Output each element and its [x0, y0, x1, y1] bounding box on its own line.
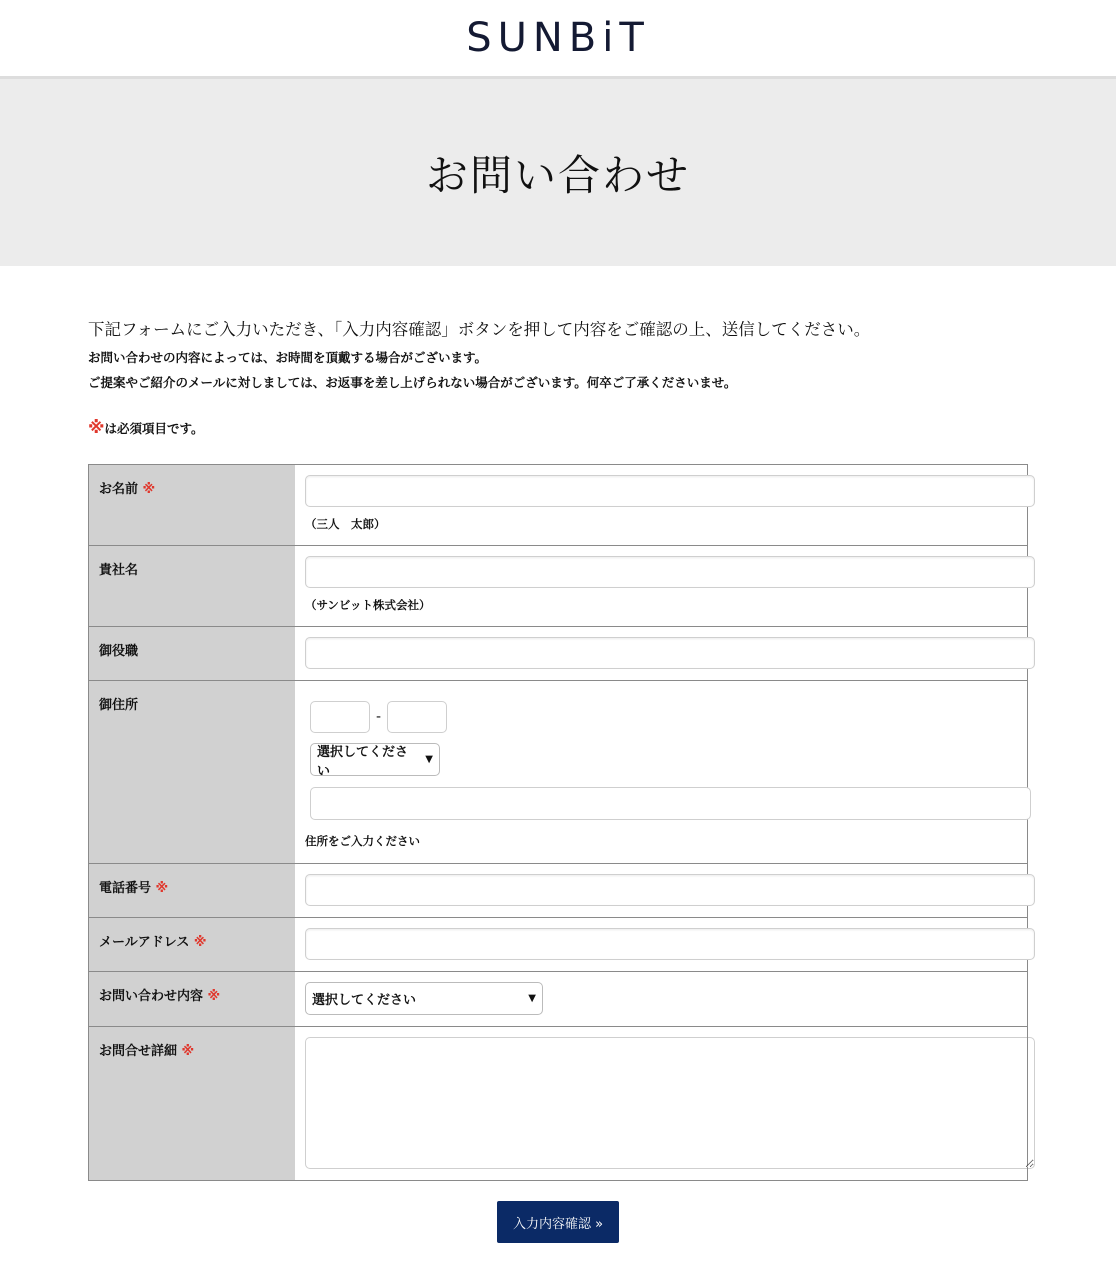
inquiry-type-field-cell	[295, 972, 1028, 1027]
required-mark: ※	[142, 482, 156, 497]
details-label: お問合せ詳細	[99, 1044, 178, 1059]
inquiry-type-label: お問い合わせ内容	[99, 989, 204, 1004]
form-row-company	[89, 546, 1028, 627]
chevron-down-icon: ▼	[528, 993, 536, 1004]
name-input[interactable]	[305, 475, 1035, 507]
prefecture-wrap	[310, 743, 1017, 779]
form-row-phone	[89, 864, 1028, 918]
phone-label-cell	[89, 864, 296, 918]
email-label: メールアドレス	[99, 935, 190, 950]
site-header	[0, 0, 1116, 79]
address-label-cell	[89, 681, 296, 864]
required-legend	[88, 418, 1028, 438]
contact-form-table	[88, 464, 1028, 1181]
required-mark: ※	[88, 418, 105, 438]
details-textarea[interactable]	[305, 1037, 1035, 1169]
company-label: 貴社名	[99, 563, 139, 578]
company-field-cell	[295, 546, 1028, 627]
required-legend-text: は必須項目です。	[104, 421, 204, 436]
inquiry-type-selected: 選択してください	[312, 993, 417, 1008]
phone-input[interactable]	[305, 874, 1035, 906]
email-field-cell	[295, 918, 1028, 972]
name-label-cell	[89, 465, 296, 546]
name-label: お名前	[99, 482, 139, 497]
form-row-email	[89, 918, 1028, 972]
zip-first-input[interactable]	[310, 701, 370, 733]
required-mark: ※	[155, 881, 169, 896]
prefecture-select[interactable]	[310, 743, 440, 779]
position-label: 御役職	[99, 644, 139, 659]
email-label-cell	[89, 918, 296, 972]
submit-wrap	[88, 1201, 1028, 1243]
intro-lead: 下記フォームにご入力いただき、「入力内容確認」ボタンを押して内容をご確認の上、送信してください。	[88, 320, 871, 339]
phone-label: 電話番号	[99, 881, 152, 896]
intro-note-2: ご提案やご紹介のメールに対しましては、お返事を差し上げられない場合がございます。何卒ご了承くださいませ。	[88, 375, 737, 390]
zip-separator: -	[376, 709, 382, 725]
company-hint: （サンビット株式会社）	[305, 598, 431, 612]
address-hint: 住所をご入力ください	[305, 834, 420, 848]
details-label-cell	[89, 1027, 296, 1181]
confirm-button[interactable]: 入力内容確認 »	[497, 1201, 619, 1243]
phone-field-cell	[295, 864, 1028, 918]
name-field-cell	[295, 465, 1028, 546]
form-row-name	[89, 465, 1028, 546]
required-mark: ※	[181, 1044, 195, 1059]
zip-row	[305, 701, 1017, 733]
form-row-details	[89, 1027, 1028, 1181]
intro-note-1: お問い合わせの内容によっては、お時間を頂戴する場合がございます。	[88, 350, 488, 365]
address-field-cell	[295, 681, 1028, 864]
required-mark: ※	[207, 989, 221, 1004]
prefecture-selected: 選択してください	[317, 744, 409, 779]
page-hero	[0, 79, 1116, 266]
form-row-address	[89, 681, 1028, 864]
position-input[interactable]	[305, 637, 1035, 669]
main-content	[88, 266, 1028, 1243]
page-title: お問い合わせ	[425, 150, 690, 200]
name-hint: （三人 太郎）	[305, 517, 386, 531]
company-label-cell	[89, 546, 296, 627]
details-field-cell	[295, 1027, 1028, 1181]
position-field-cell	[295, 627, 1028, 681]
inquiry-type-select[interactable]	[305, 982, 543, 1015]
form-row-position	[89, 627, 1028, 681]
site-logo[interactable]: SUNBiT	[466, 15, 650, 61]
company-input[interactable]	[305, 556, 1035, 588]
address-line-wrap	[305, 787, 1017, 820]
chevron-down-icon: ▼	[425, 754, 433, 765]
email-input[interactable]	[305, 928, 1035, 960]
zip-second-input[interactable]	[387, 701, 447, 733]
form-row-inquiry-type	[89, 972, 1028, 1027]
position-label-cell	[89, 627, 296, 681]
address-input[interactable]	[310, 787, 1031, 820]
inquiry-type-label-cell	[89, 972, 296, 1027]
address-label: 御住所	[99, 698, 139, 713]
required-mark: ※	[193, 935, 207, 950]
